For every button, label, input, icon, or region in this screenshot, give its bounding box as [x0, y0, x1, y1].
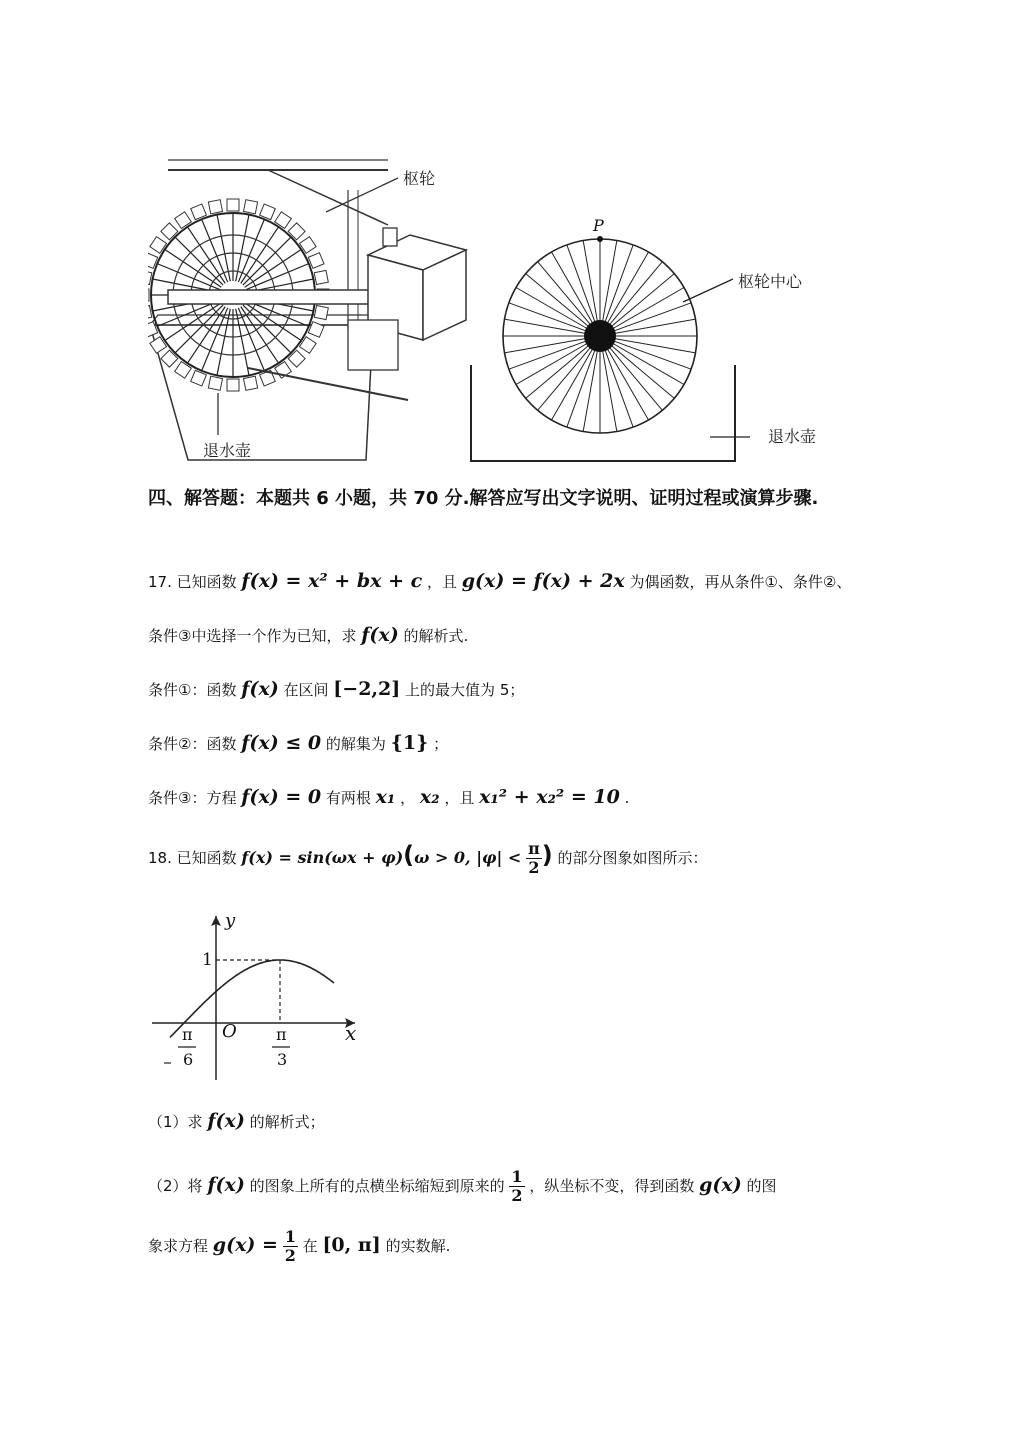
q17-condition-3 [148, 786, 629, 808]
fraction-pi-over-2 [526, 840, 542, 877]
condition-text: 有两根 [325, 789, 371, 807]
wheel-hub [584, 320, 616, 352]
label-p: P [593, 216, 604, 235]
fraction-numerator: 1 [284, 1227, 296, 1246]
condition-text: 条件②：函数 [148, 735, 237, 753]
q18-text: ，纵坐标不变，得到函数 [529, 1177, 695, 1195]
condition-text: . [624, 789, 630, 807]
tick-6-denominator: 6 [183, 1050, 194, 1069]
graph-y-label: y [225, 910, 236, 931]
graph-origin: O [222, 1021, 237, 1042]
q18-fx: f(x) [207, 1174, 245, 1196]
graph-x-label: x [345, 1021, 357, 1045]
label-shulun: 枢轮 [403, 169, 436, 188]
condition-text: ； [433, 735, 449, 753]
q18-part1 [148, 1110, 325, 1132]
q17-text: ，且 [426, 573, 457, 591]
label-tuishuihu-left: 退水壶 [203, 441, 252, 460]
condition-text: ，且 [444, 789, 475, 807]
wheel-schematic [465, 215, 750, 470]
q18-f-definition: f(x) = sin(ωx + φ) [241, 848, 404, 867]
condition-equation: f(x) = 0 [241, 786, 322, 808]
point-p [597, 236, 603, 242]
condition-fx: f(x) [241, 678, 279, 700]
q18-text: 的部分图象如图所示： [557, 849, 708, 867]
fraction-denominator: 2 [528, 858, 540, 877]
condition-text: 条件①：函数 [148, 681, 237, 699]
q18-fx: f(x) [207, 1110, 245, 1132]
q18-text: 在 [302, 1237, 318, 1255]
q18-gx: g(x) [699, 1174, 742, 1196]
condition-x1: x₁ [375, 786, 396, 808]
condition-text: ， [400, 789, 416, 807]
water-wheel-illustration [148, 150, 478, 470]
q17-text: 为偶函数，再从条件①、条件②、 [629, 573, 852, 591]
condition-set: {1} [390, 732, 429, 754]
q17-text: 的解析式. [403, 627, 469, 645]
q18-g-equation: g(x) = [212, 1234, 278, 1256]
condition-text: 条件③：方程 [148, 789, 237, 807]
drain-trough [471, 365, 735, 461]
fraction-numerator: 1 [511, 1167, 523, 1186]
condition-inequality: f(x) ≤ 0 [241, 732, 322, 754]
left-paren: ( [403, 841, 415, 869]
q18-text: 的实数解. [385, 1237, 451, 1255]
q17-number: 17. 已知函数 [148, 573, 237, 591]
label-tuishuihu-right: 退水壶 [768, 427, 817, 446]
fraction-one-half [283, 1228, 298, 1265]
q17-condition-1 [148, 678, 524, 700]
q17-f-definition: f(x) = x² + bx + c [241, 570, 423, 592]
q18-interval: [0, π] [322, 1234, 381, 1256]
condition-text: 上的最大值为 5； [405, 681, 525, 699]
fraction-denominator: 2 [284, 1246, 296, 1265]
right-paren: ) [541, 841, 553, 869]
q18-part2-line2 [148, 1228, 450, 1265]
q18-text: （1）求 [148, 1113, 203, 1131]
q17-line1 [148, 570, 851, 592]
tick-3-denominator: 3 [277, 1050, 288, 1069]
condition-text: 的解集为 [325, 735, 386, 753]
q17-g-definition: g(x) = f(x) + 2x [461, 570, 625, 592]
q18-text: 的图 [746, 1177, 777, 1195]
fraction-one-half [509, 1168, 524, 1205]
q18-number: 18. 已知函数 [148, 849, 237, 867]
q18-part2-line1 [148, 1168, 777, 1205]
q18-text: 的解析式； [249, 1113, 325, 1131]
q17-fx: f(x) [361, 624, 399, 646]
fraction-numerator: π [528, 839, 540, 858]
q17-line2 [148, 624, 468, 646]
tick-pi-numerator: π [276, 1025, 287, 1044]
q18-text: 的图象上所有的点横坐标缩短到原来的 [249, 1177, 505, 1195]
q18-text: （2）将 [148, 1177, 203, 1195]
fraction-denominator: 2 [511, 1186, 523, 1205]
condition-sum: x₁² + x₂² = 10 [479, 786, 620, 808]
condition-interval: [−2,2] [333, 678, 401, 700]
tick-pi-numerator: π [182, 1025, 193, 1044]
sine-curve [170, 960, 334, 1037]
q18-line1 [148, 840, 708, 877]
section-heading: 四、解答题：本题共 6 小题，共 70 分.解答应写出文字说明、证明过程或演算步骤. [148, 488, 819, 509]
q17-text: 条件③中选择一个作为已知，求 [148, 627, 357, 645]
label-wheel-center: 枢轮中心 [738, 272, 803, 291]
graph-one: 1 [202, 950, 213, 970]
condition-x2: x₂ [419, 786, 440, 808]
q18-condition: ω > 0, |φ| < [414, 848, 522, 867]
q18-text: 象求方程 [148, 1237, 209, 1255]
condition-text: 在区间 [283, 681, 329, 699]
q17-condition-2 [148, 732, 448, 754]
